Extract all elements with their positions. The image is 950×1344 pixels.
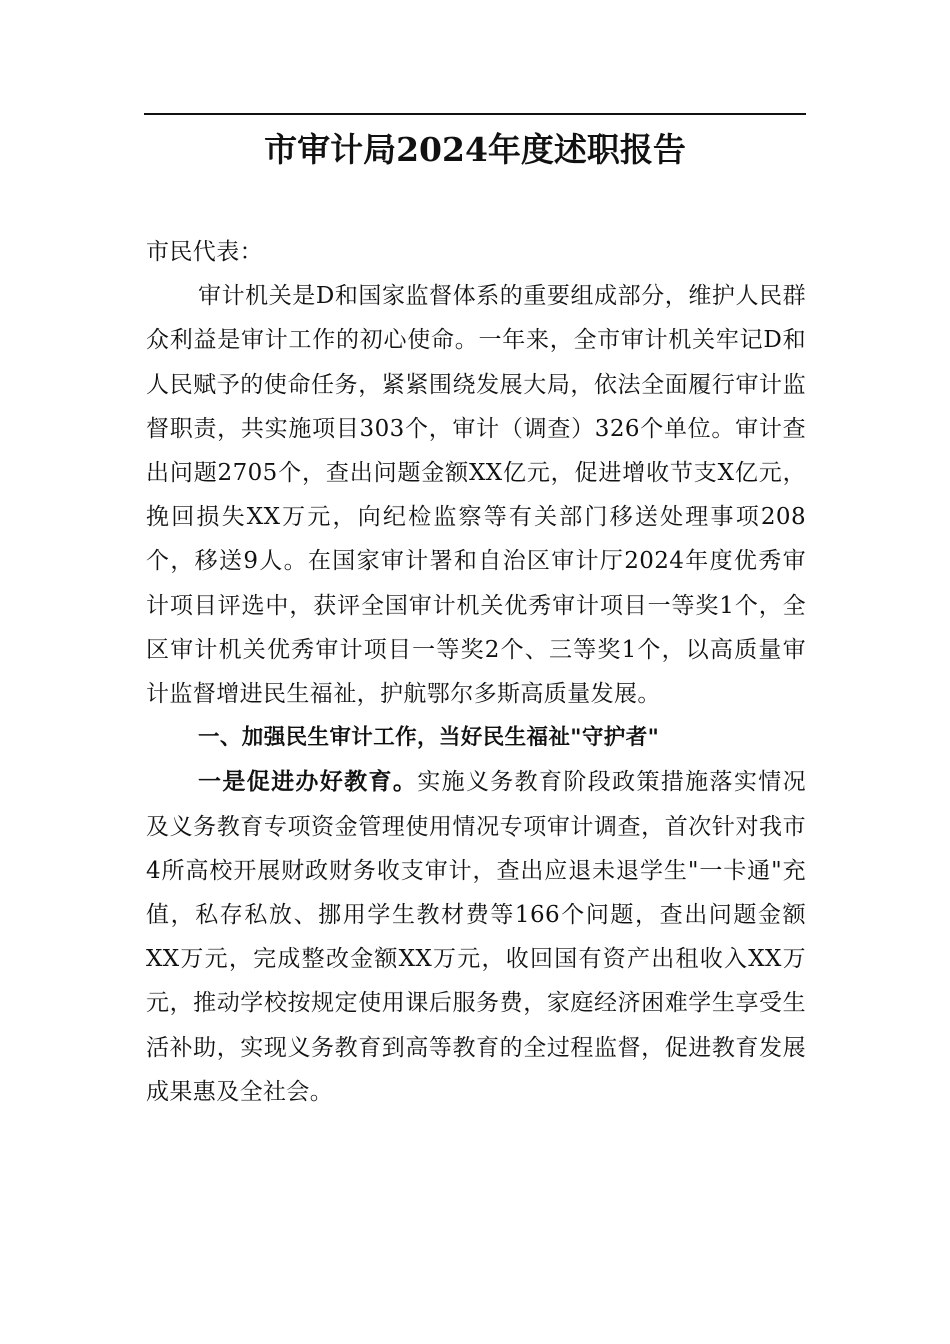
- education-text: 实施义务教育阶段政策措施落实情况及义务教育专项资金管理使用情况专项审计调查，首次针对我市4所高校开展财政财务收支审计，查出应退未退学生"一卡通"充值，私存私放、挪用学生教材费等166个问题，查出问题金额XX万元，完成整改金额XX万元，收回国有资产出租收入XX万元，推动学校按规定使用课后服务费，家庭经济困难学生享受生活补助，实现义务教育到高等教育的全过程监督，促进教育发展成果惠及全社会。: [146, 769, 806, 1105]
- section-heading: 一、加强民生审计工作，当好民生福祉"守护者": [198, 725, 660, 751]
- document-title: 市审计局2024年度述职报告: [264, 130, 686, 169]
- top-horizontal-rule: [144, 113, 806, 115]
- education-lead: 一是促进办好教育。: [198, 768, 418, 796]
- document-body: [146, 230, 806, 1114]
- salutation: 市民代表：: [146, 239, 263, 265]
- intro-paragraph: 审计机关是D和国家监督体系的重要组成部分，维护人民群众利益是审计工作的初心使命。一年来，全市审计机关牢记D和人民赋予的使命任务，紧紧围绕发展大局，依法全面履行审计监督职责，共实施项目303个，审计（调查）326个单位。审计查出问题2705个，查出问题金额XX亿元，促进增收节支X亿元，挽回损失XX万元，向纪检监察等有关部门移送处理事项208个，移送9人。在国家审计署和自治区审计厅2024年度优秀审计项目评选中，获评全国审计机关优秀审计项目一等奖1个，全区审计机关优秀审计项目一等奖2个、三等奖1个，以高质量审计监督增进民生福祉，护航鄂尔多斯高质量发展。: [146, 283, 806, 708]
- education-paragraph: [146, 760, 806, 1114]
